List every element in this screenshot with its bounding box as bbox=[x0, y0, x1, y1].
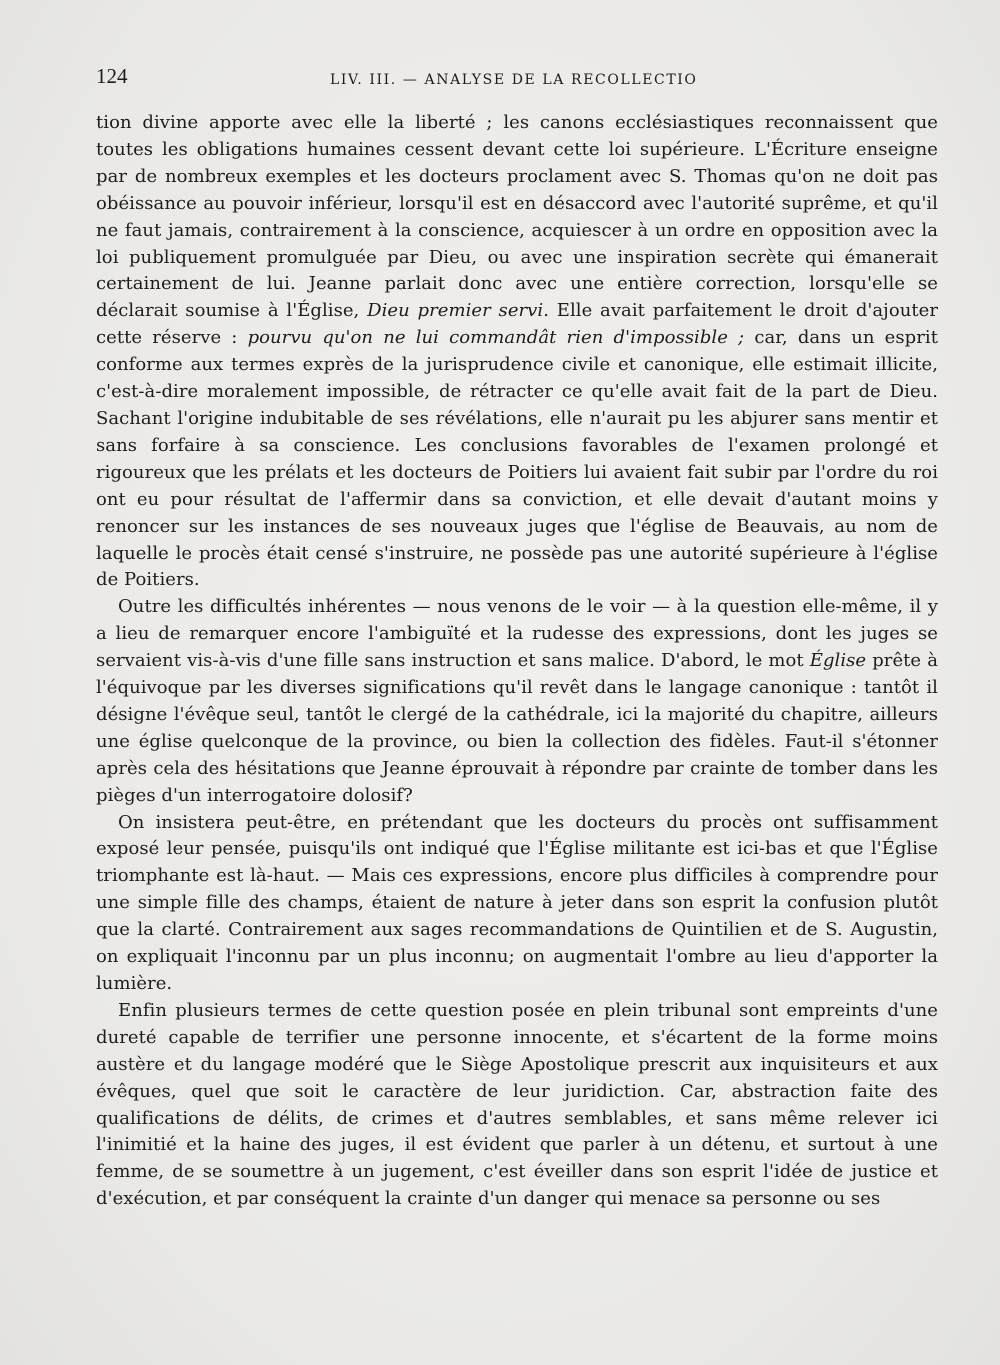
page-number: 124 bbox=[96, 64, 128, 88]
paragraph-1-italic-b: pourvu qu'on ne lui commandât rien d'impossible ; bbox=[247, 327, 745, 349]
running-head bbox=[96, 64, 936, 94]
paragraph-2-text-b: prête à l'équivoque par les diverses significations qu'il revêt dans le langage canonique : tantôt il désigne l'évêque seul, tantôt le clergé de la cathédrale, ici la majorité du chapitre, ailleurs une église quelconque de la province, ou bien la collection des fidèles. Faut-il s'étonner après cela des hésitations que Jeanne éprouvait à répondre par crainte de tomber dans les pièges d'un interrogatoire dolosif? bbox=[96, 650, 938, 806]
paragraph-1-text-c: car, dans un esprit conforme aux termes exprès de la jurisprudence civile et canonique, elle estimait illicite, c'est-à-dire moralement impossible, de rétracter ce qu'elle avait fait de la part de Dieu. Sachant l'origine indubitable de ses révélations, elle n'aurait pu les abjurer sans mentir et sans forfaire à sa conscience. Les conclusions favorables de l'examen prolongé et rigoureux que les prélats et les docteurs de Poitiers lui avaient fait subir par l'ordre du roi ont eu pour résultat de l'affermir dans sa conviction, et elle devait d'autant moins y renoncer sur les instances de ses nouveaux juges que l'église de Beauvais, au nom de laquelle le procès était censé s'instruire, ne possède pas une autorité supérieure à l'église de Poitiers. bbox=[96, 327, 938, 591]
paragraph-1-text-a: tion divine apporte avec elle la liberté ; les canons ecclésiastiques reconnaissent que toutes les obligations humaines cessent devant cette loi supérieure. L'Écriture enseigne par de nombreux exemples et les docteurs proclament avec S. Thomas qu'on ne doit pas obéissance au pouvoir inférieur, lorsqu'il est en désaccord avec l'autorité suprême, et qu'il ne faut jamais, contrairement à la conscience, acquiescer à un ordre en opposition avec la loi publiquement promulguée par Dieu, ou avec une inspiration secrète qui émanerait certainement de lui. Jeanne parlait donc avec une entière correction, lorsqu'elle se déclarait soumise à l'Église, bbox=[96, 112, 938, 322]
paragraph-2 bbox=[96, 594, 938, 809]
body-text bbox=[96, 110, 938, 1213]
paragraph-4: Enfin plusieurs termes de cette question posée en plein tribunal sont empreints d'une dureté capable de terrifier une personne innocente, et s'écartent de la forme moins austère et du langage modéré que le Siège Apostolique prescrit aux inquisiteurs et aux évêques, quel que soit le caractère de leur juridiction. Car, abstraction faite des qualifications de délits, de crimes et d'autres semblables, et sans même relever ici l'inimitié et la haine des juges, il est évident que parler à un détenu, et surtout à une femme, de se soumettre à un jugement, c'est éveiller dans son esprit l'idée de justice et d'exécution, et par conséquent la crainte d'un danger qui menace sa personne ou ses bbox=[96, 999, 938, 1210]
paragraph-1 bbox=[96, 110, 938, 594]
paragraph-3: On insistera peut-être, en prétendant que les docteurs du procès ont suffisamment exposé leur pensée, puisqu'ils ont indiqué que l'Église militante est ici-bas et que l'Église triomphante est là-haut. — Mais ces expressions, encore plus difficiles à comprendre pour une simple fille des champs, étaient de nature à jeter dans son esprit la confusion plutôt que la clarté. Contrairement aux sages recommandations de Quintilien et de S. Augustin, on expliquait l'inconnu par un plus inconnu; on augmentait l'ombre au lieu d'apporter la lumière. bbox=[96, 811, 938, 994]
paragraph-1-italic-a: Dieu premier servi. bbox=[367, 300, 549, 322]
paragraph-1-text-b: Elle avait parfaitement le droit d'ajouter cette réserve : bbox=[96, 300, 938, 349]
running-title: LIV. III. — ANALYSE DE LA RECOLLECTIO bbox=[330, 72, 698, 88]
paragraph-2-text-a: Outre les difficultés inhérentes — nous venons de le voir — à la question elle-même, il y a lieu de remarquer encore l'ambiguïté et la rudesse des expressions, dont les juges se servaient vis-à-vis d'une fille sans instruction et sans malice. D'abord, le mot bbox=[96, 596, 938, 672]
paragraph-2-italic-a: Église bbox=[809, 650, 867, 672]
